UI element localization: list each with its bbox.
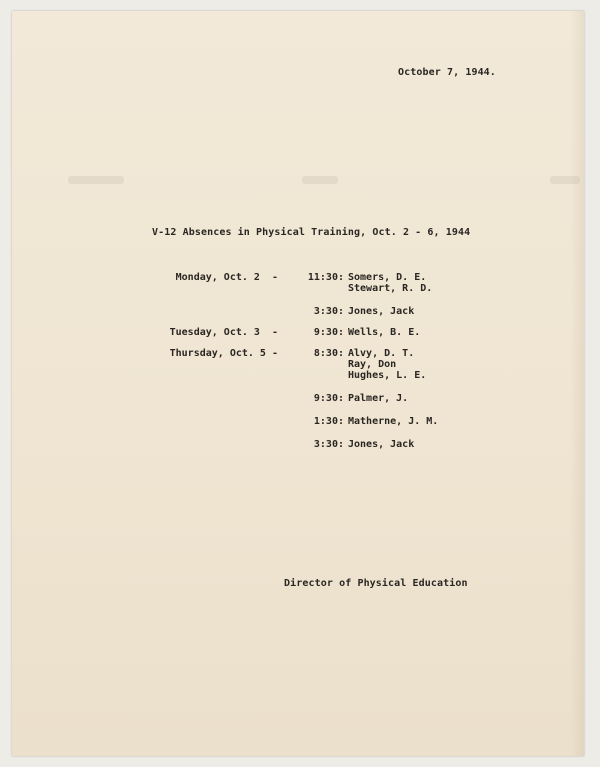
day-sessions (278, 348, 480, 450)
session-time: 9:30: (313, 327, 344, 338)
day-sessions (278, 272, 480, 317)
day-label: Tuesday, Oct. 3 - (169, 327, 278, 338)
student-name: Stewart, R. D. (348, 283, 433, 294)
schedule-day (150, 327, 480, 338)
ink-bleed-mark (68, 176, 124, 184)
session-names (344, 416, 438, 427)
ink-bleed-mark (550, 176, 580, 184)
session-time: 8:30: (313, 348, 344, 359)
student-name: Alvy, D. T. (348, 348, 415, 359)
student-name: Jones, Jack (348, 439, 415, 450)
ink-bleed-mark (302, 176, 338, 184)
paper-edge-shadow (570, 11, 584, 756)
session-names (344, 327, 420, 338)
session-time: 11:30: (307, 272, 344, 283)
day-sessions (278, 327, 480, 338)
session (278, 439, 480, 450)
student-name: Hughes, L. E. (348, 370, 427, 381)
session-time: 3:30: (313, 439, 344, 450)
student-name: Palmer, J. (348, 393, 409, 404)
session-time: 9:30: (313, 393, 344, 404)
session-names (344, 272, 432, 294)
session (278, 272, 480, 294)
session (278, 393, 480, 404)
document-date: October 7, 1944. (398, 67, 496, 78)
session-time: 3:30: (313, 306, 344, 317)
day-label: Thursday, Oct. 5 - (169, 348, 278, 359)
signature-line: Director of Physical Education (284, 578, 468, 589)
session (278, 348, 480, 381)
session-names (344, 439, 414, 450)
student-name: Matherne, J. M. (348, 416, 439, 427)
absence-schedule (150, 272, 480, 460)
schedule-day (150, 272, 480, 317)
session (278, 306, 480, 317)
session (278, 416, 480, 427)
student-name: Somers, D. E. (348, 272, 427, 283)
session-names (344, 306, 414, 317)
student-name: Jones, Jack (348, 306, 415, 317)
day-label: Monday, Oct. 2 - (175, 272, 278, 283)
session-names (344, 393, 408, 404)
student-name: Wells, B. E. (348, 327, 421, 338)
student-name: Ray, Don (348, 359, 397, 370)
schedule-day (150, 348, 480, 450)
session-names (344, 348, 426, 381)
session (278, 327, 480, 338)
session-time: 1:30: (313, 416, 344, 427)
document-title: V-12 Absences in Physical Training, Oct. 2 - 6, 1944 (152, 227, 471, 238)
